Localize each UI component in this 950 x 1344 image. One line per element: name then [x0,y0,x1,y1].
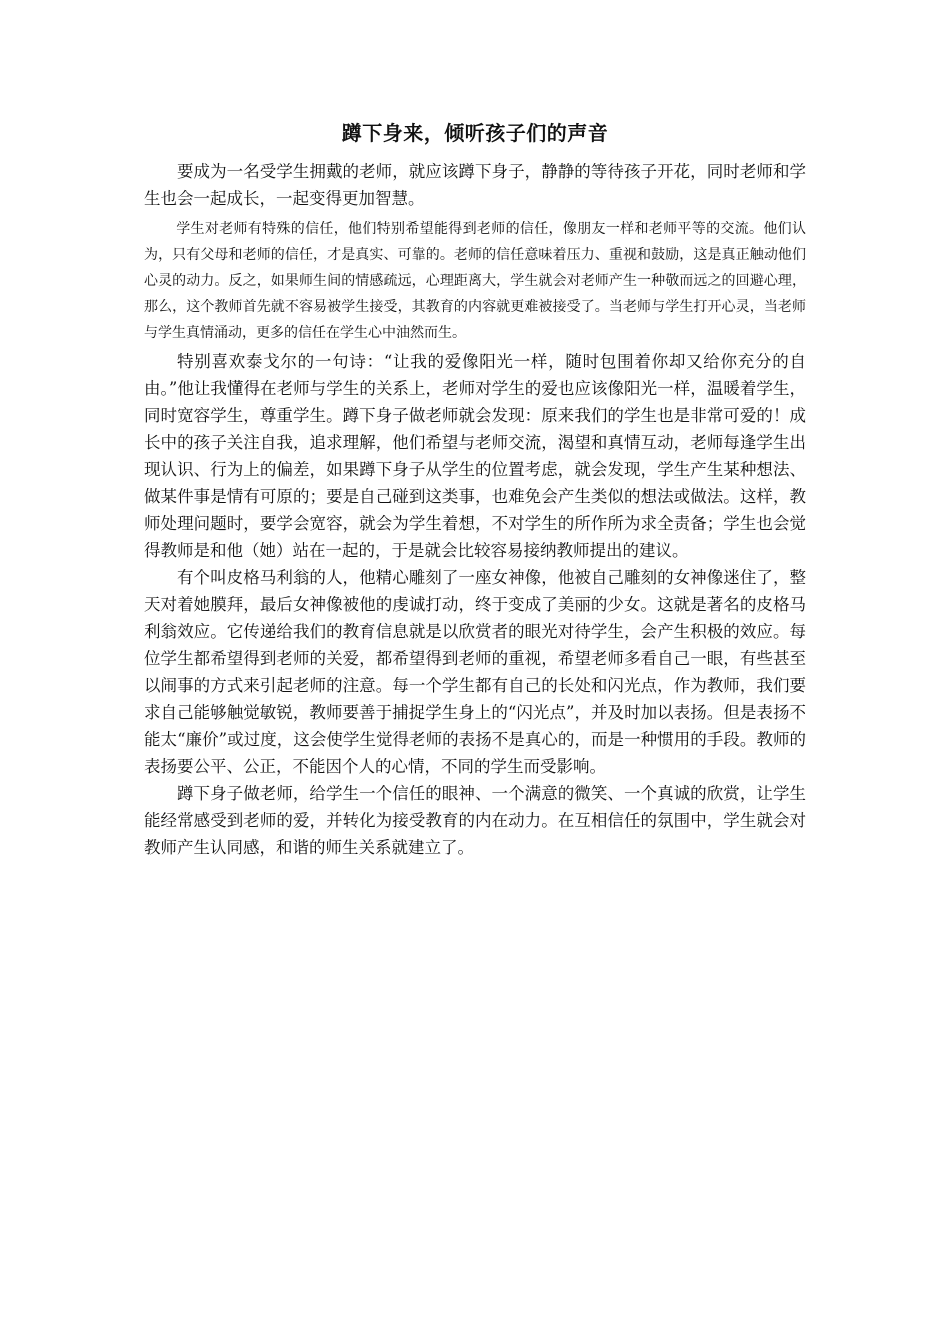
paragraph-conclusion: 蹲下身子做老师，给学生一个信任的眼神、一个满意的微笑、一个真诚的欣赏，让学生能经常感受到老师的爱，并转化为接受教育的内在动力。在互相信任的氛围中，学生就会对教师产生认同感，和谐的师生关系就建立了。 [144,784,806,857]
paragraph-pygmalion: 有个叫皮格马利翁的人，他精心雕刻了一座女神像，他被自己雕刻的女神像迷住了，整天对着她膜拜，最后女神像被他的虔诚打动，终于变成了美丽的少女。这就是著名的皮格马利翁效应。它传递给我们的教育信息就是以欣赏者的眼光对待学生，会产生积极的效应。每位学生都希望得到老师的关爱，都希望得到老师的重视，希望老师多看自己一眼，有些甚至以闹事的方式来引起老师的注意。每一个学生都有自己的长处和闪光点，作为教师，我们要求自己能够触觉敏锐，教师要善于捕捉学生身上的“闪光点”，并及时加以表扬。但是表扬不能太“廉价”或过度，这会使学生觉得老师的表扬不是真心的，而是一种惯用的手段。教师的表扬要公平、公正，不能因个人的心情，不同的学生而受影响。 [144,568,806,776]
document-body [144,116,806,861]
paragraph-trust: 学生对老师有特殊的信任，他们特别希望能得到老师的信任，像朋友一样和老师平等的交流。他们认为，只有父母和老师的信任，才是真实、可靠的。老师的信任意味着压力、重视和鼓励，这是真正触动他们心灵的动力。反之，如果师生间的情感疏远，心理距离大，学生就会对老师产生一种敬而远之的回避心理，那么，这个教师首先就不容易被学生接受，其教育的内容就更难被接受了。当老师与学生打开心灵，当老师与学生真情涌动，更多的信任在学生心中油然而生。 [144,221,806,341]
document-title: 蹲下身来，倾听孩子们的声音 [341,121,609,145]
paragraph-tagore: 特别喜欢泰戈尔的一句诗：“让我的爱像阳光一样，随时包围着你却又给你充分的自由。”他让我懂得在老师与学生的关系上，老师对学生的爱也应该像阳光一样，温暖着学生，同时宽容学生，尊重学生。蹲下身子做老师就会发现：原来我们的学生也是非常可爱的！成长中的孩子关注自我，追求理解，他们希望与老师交流，渴望和真情互动，老师每逢学生出现认识、行为上的偏差，如果蹲下身子从学生的位置考虑，就会发现，学生产生某种想法、做某件事是情有可原的；要是自己碰到这类事，也难免会产生类似的想法或做法。这样，教师处理问题时，要学会宽容，就会为学生着想，不对学生的所作所为求全责备；学生也会觉得教师是和他（她）站在一起的，于是就会比较容易接纳教师提出的建议。 [144,352,806,560]
paragraph-intro: 要成为一名受学生拥戴的老师，就应该蹲下身子，静静的等待孩子开花，同时老师和学生也会一起成长，一起变得更加智慧。 [144,162,806,208]
